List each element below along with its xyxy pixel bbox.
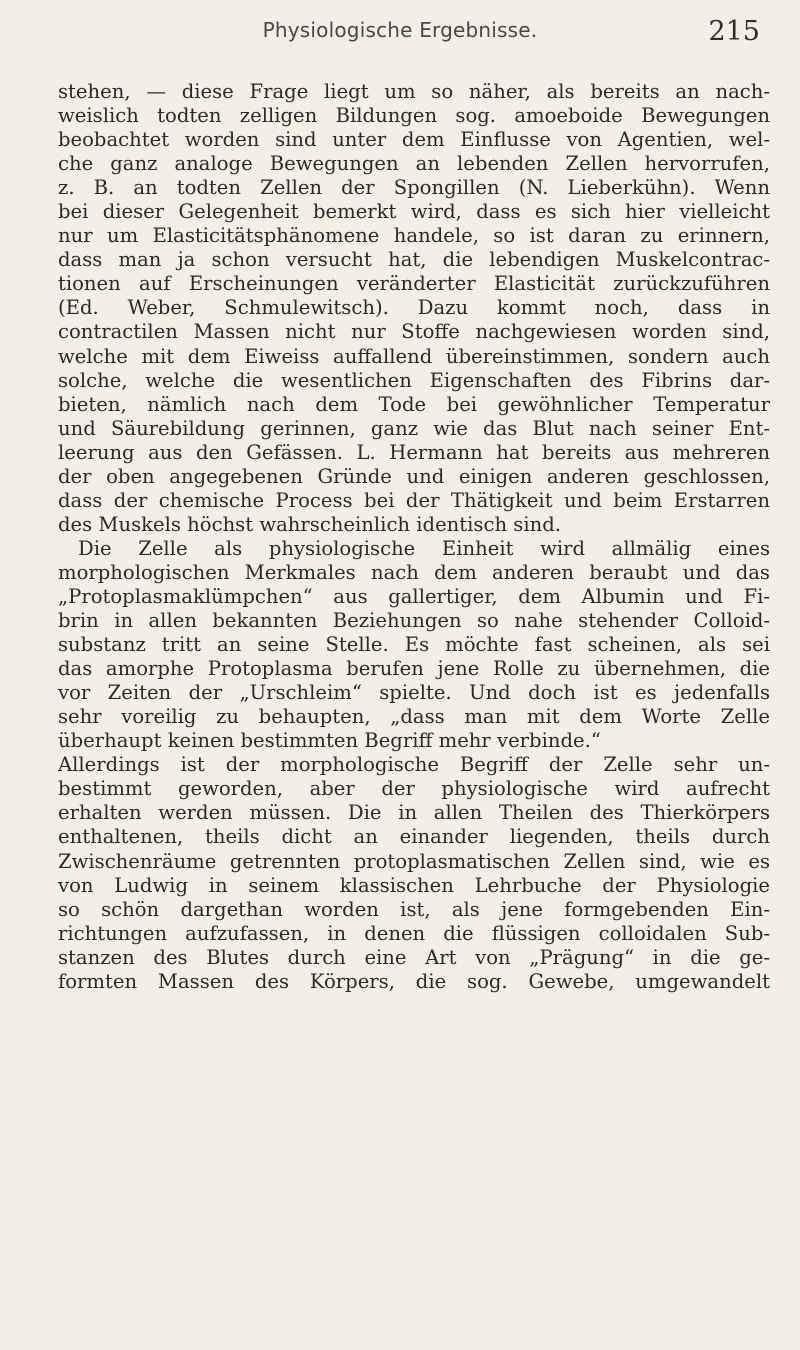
text-line: brin in allen bekannten Beziehungen so nahe stehender Colloid-	[58, 609, 770, 633]
text-line: welche mit dem Eiweiss auffallend übereinstimmen, sondern auch	[58, 344, 770, 368]
text-line: z. B. an todten Zellen der Spongillen (N. Lieberkühn). Wenn	[58, 176, 770, 200]
paragraph-end-line: des Muskels höchst wahrscheinlich identisch sind.	[58, 512, 562, 536]
text-line: vor Zeiten der „Urschleim“ spielte. Und doch ist es jedenfalls	[58, 681, 770, 705]
text-line: Allerdings ist der morphologische Begriff der Zelle sehr un-	[58, 753, 770, 777]
text-line: so schön dargethan worden ist, als jene formgebenden Ein-	[58, 897, 770, 921]
body-text	[58, 80, 770, 994]
text-line: dass der chemische Process bei der Thätigkeit und beim Erstarren	[58, 488, 770, 512]
text-line: nur um Elasticitätsphänomene handele, so ist daran zu erinnern,	[58, 224, 770, 248]
text-line: formten Massen des Körpers, die sog. Gewebe, umgewandelt	[58, 969, 770, 993]
text-line: bestimmt geworden, aber der physiologische wird aufrecht	[58, 777, 770, 801]
text-line: (Ed. Weber, Schmulewitsch). Dazu kommt noch, dass in	[58, 296, 770, 320]
text-line: beobachtet worden sind unter dem Einflusse von Agentien, wel-	[58, 128, 770, 152]
text-line: leerung aus den Gefässen. L. Hermann hat bereits aus mehreren	[58, 440, 770, 464]
text-line: substanz tritt an seine Stelle. Es möchte fast scheinen, als sei	[58, 633, 770, 657]
text-line: enthaltenen, theils dicht an einander liegenden, theils durch	[58, 825, 770, 849]
text-line: tionen auf Erscheinungen veränderter Elasticität zurückzuführen	[58, 272, 770, 296]
text-line: erhalten werden müssen. Die in allen Theilen des Thierkörpers	[58, 801, 770, 825]
running-title: Physiologische Ergebnisse.	[262, 18, 538, 42]
text-line: bei dieser Gelegenheit bemerkt wird, dass es sich hier vielleicht	[58, 200, 770, 224]
text-line: richtungen aufzufassen, in denen die flüssigen colloidalen Sub-	[58, 921, 770, 945]
text-line: solche, welche die wesentlichen Eigenschaften des Fibrins dar-	[58, 368, 770, 392]
text-line: sehr voreilig zu behaupten, „dass man mit dem Worte Zelle	[58, 705, 770, 729]
text-line: Zwischenräume getrennten protoplasmatischen Zellen sind, wie es	[58, 849, 770, 873]
text-line: und Säurebildung gerinnen, ganz wie das Blut nach seiner Ent-	[58, 416, 770, 440]
text-line: contractilen Massen nicht nur Stoffe nachgewiesen worden sind,	[58, 320, 770, 344]
paragraph-start-line: Die Zelle als physiologische Einheit wird allmälig eines	[78, 536, 770, 560]
text-line: stanzen des Blutes durch eine Art von „Prägung“ in die ge-	[58, 945, 770, 969]
text-line: überhaupt keinen bestimmten Begriff mehr verbinde.“	[58, 729, 601, 753]
text-line: der oben angegebenen Gründe und einigen anderen geschlossen,	[58, 464, 770, 488]
running-head	[0, 18, 800, 52]
text-line: das amorphe Protoplasma berufen jene Rolle zu übernehmen, die	[58, 657, 770, 681]
text-line: morphologischen Merkmales nach dem anderen beraubt und das	[58, 560, 770, 584]
text-line: von Ludwig in seinem klassischen Lehrbuche der Physiologie	[58, 873, 770, 897]
text-line: che ganz analoge Bewegungen an lebenden Zellen hervorrufen,	[58, 152, 770, 176]
text-line: weislich todten zelligen Bildungen sog. amoeboide Bewegungen	[58, 104, 770, 128]
text-line: bieten, nämlich nach dem Tode bei gewöhnlicher Temperatur	[58, 392, 770, 416]
page-number: 215	[708, 16, 760, 47]
text-line: dass man ja schon versucht hat, die lebendigen Muskelcontrac-	[58, 248, 770, 272]
text-line: „Protoplasmaklümpchen“ aus gallertiger, dem Albumin und Fi-	[58, 584, 770, 608]
text-line: stehen, — diese Frage liegt um so näher, als bereits an nach-	[58, 80, 770, 103]
